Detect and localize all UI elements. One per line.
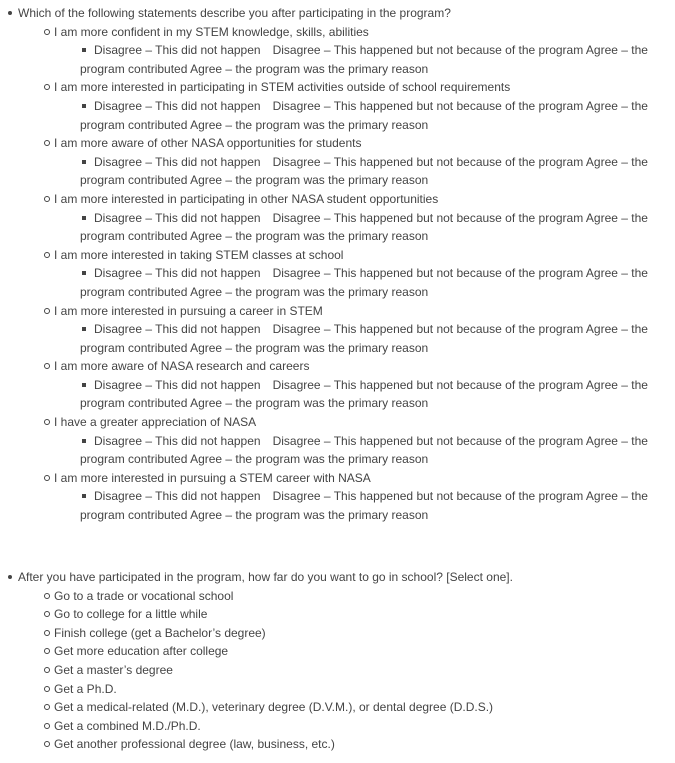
- statement-item: [44, 357, 675, 413]
- answer-item: Go to a trade or vocational school: [44, 587, 675, 606]
- option-disagree-not-program: Disagree – This happened but not because of the program: [272, 266, 584, 281]
- statement-item: [44, 413, 675, 469]
- answer-item: Get another professional degree (law, business, etc.): [44, 735, 675, 754]
- option-disagree-not-happen: Disagree – This did not happen: [94, 266, 261, 281]
- statement-text: I am more aware of other NASA opportunities for students: [54, 136, 362, 151]
- statement-text: I am more interested in pursuing a STEM career with NASA: [54, 470, 371, 485]
- option-disagree-not-happen: Disagree – This did not happen: [94, 210, 261, 225]
- statement-text: I am more confident in my STEM knowledge, skills, abilities: [54, 24, 369, 39]
- option-agree-contributed: Agree – the program contributed: [80, 377, 648, 411]
- option-agree-contributed: Agree – the program contributed: [80, 322, 648, 355]
- option-disagree-not-program: Disagree – This happened but not because of the program: [272, 433, 584, 448]
- option-disagree-not-happen: Disagree – This did not happen: [94, 98, 261, 113]
- statement-item: [44, 23, 675, 79]
- question-item: [0, 4, 675, 525]
- answer-item: Get more education after college: [44, 642, 675, 661]
- option-disagree-not-program: Disagree – This happened but not because of the program: [272, 377, 584, 392]
- option-line: [80, 41, 665, 78]
- answer-item: Go to college for a little while: [44, 605, 675, 624]
- option-line: [80, 153, 665, 190]
- option-list: [80, 209, 675, 246]
- question-list-1: [0, 4, 675, 525]
- question-item: [0, 568, 675, 754]
- option-list: [80, 264, 675, 301]
- option-agree-contributed: Agree – the program contributed: [80, 154, 648, 188]
- option-disagree-not-happen: Disagree – This did not happen: [94, 489, 261, 504]
- option-agree-primary: Agree – the program was the primary reason: [190, 284, 429, 299]
- statement-text: I am more interested in taking STEM classes at school: [54, 247, 344, 262]
- option-disagree-not-happen: Disagree – This did not happen: [94, 43, 261, 58]
- option-line: [80, 376, 665, 413]
- option-disagree-not-happen: Disagree – This did not happen: [94, 377, 261, 392]
- option-disagree-not-program: Disagree – This happened but not because of the program: [272, 43, 584, 58]
- answer-item: Get a medical-related (M.D.), veterinary degree (D.V.M.), or dental degree (D.D.S.): [44, 698, 675, 717]
- option-line: [80, 432, 665, 469]
- option-disagree-not-program: Disagree – This happened but not because of the program: [272, 154, 584, 169]
- option-agree-primary: Agree – the program was the primary reason: [190, 396, 429, 411]
- option-disagree-not-program: Disagree – This happened but not because of the program: [272, 489, 584, 504]
- option-agree-primary: Agree – the program was the primary reason: [190, 173, 429, 188]
- answer-item: Get a master’s degree: [44, 661, 675, 680]
- option-agree-primary: Agree – the program was the primary reason: [190, 61, 429, 76]
- statement-item: [44, 190, 675, 246]
- option-agree-contributed: Agree – the program contributed: [80, 433, 648, 467]
- statement-item: [44, 246, 675, 302]
- option-disagree-not-program: Disagree – This happened but not because of the program: [272, 322, 584, 337]
- question-text: Which of the following statements describe you after participating in the program?: [18, 6, 451, 20]
- option-agree-contributed: Agree – the program contributed: [80, 98, 648, 132]
- answer-item: Get a Ph.D.: [44, 680, 675, 699]
- question-text: After you have participated in the program, how far do you want to go in school? [Select one].: [18, 570, 513, 584]
- option-line: [80, 264, 665, 301]
- option-agree-primary: Agree – the program was the primary reason: [190, 229, 429, 244]
- option-agree-primary: Agree – the program was the primary reason: [190, 508, 429, 523]
- statement-item: [44, 469, 675, 525]
- option-agree-contributed: Agree – the program contributed: [80, 43, 648, 76]
- option-agree-primary: Agree – the program was the primary reason: [190, 452, 429, 467]
- option-disagree-not-program: Disagree – This happened but not because of the program: [272, 98, 584, 113]
- option-list: [80, 432, 675, 469]
- statement-text: I am more interested in participating in other NASA student opportunities: [54, 191, 439, 206]
- option-line: [80, 209, 665, 246]
- statement-item: [44, 302, 675, 358]
- option-list: [80, 41, 675, 78]
- answer-item: Finish college (get a Bachelor’s degree): [44, 624, 675, 643]
- statement-list: [44, 23, 675, 525]
- question-list-2: [0, 568, 675, 754]
- statement-item: [44, 78, 675, 134]
- option-line: [80, 487, 665, 524]
- option-list: [80, 153, 675, 190]
- option-disagree-not-program: Disagree – This happened but not because of the program: [272, 210, 584, 225]
- statement-text: I am more interested in participating in STEM activities outside of school requirements: [54, 80, 511, 95]
- answer-item: Get a combined M.D./Ph.D.: [44, 717, 675, 736]
- option-agree-primary: Agree – the program was the primary reason: [190, 340, 429, 355]
- option-disagree-not-happen: Disagree – This did not happen: [94, 433, 261, 448]
- option-line: [80, 320, 665, 357]
- option-agree-contributed: Agree – the program contributed: [80, 210, 648, 244]
- statement-text: I have a greater appreciation of NASA: [54, 415, 257, 430]
- option-disagree-not-happen: Disagree – This did not happen: [94, 154, 261, 169]
- answer-list: [44, 587, 675, 754]
- option-line: [80, 97, 665, 134]
- option-list: [80, 487, 675, 524]
- option-list: [80, 97, 675, 134]
- statement-text: I am more interested in pursuing a career in STEM: [54, 303, 323, 318]
- option-list: [80, 320, 675, 357]
- option-agree-contributed: Agree – the program contributed: [80, 266, 648, 299]
- option-agree-contributed: Agree – the program contributed: [80, 489, 648, 523]
- statement-item: [44, 134, 675, 190]
- option-disagree-not-happen: Disagree – This did not happen: [94, 322, 261, 337]
- option-list: [80, 376, 675, 413]
- option-agree-primary: Agree – the program was the primary reason: [190, 117, 429, 132]
- statement-text: I am more aware of NASA research and careers: [54, 359, 310, 374]
